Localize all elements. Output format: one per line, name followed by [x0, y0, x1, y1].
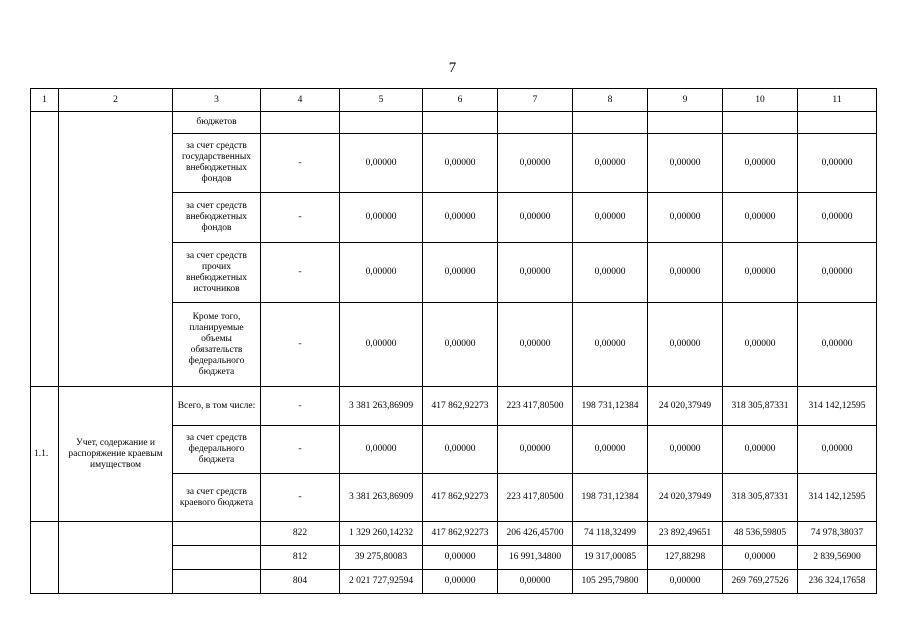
source-cell: за счет средств внебюджетных фондов — [173, 193, 261, 243]
source-cell: бюджетов — [173, 112, 261, 134]
item-name: Учет, содержание и распоряжение краевым имуществом — [59, 387, 173, 522]
value-cell: 16 991,34800 — [498, 546, 573, 570]
value-cell: 0,00000 — [498, 426, 573, 474]
table-row — [31, 546, 877, 570]
number-cell-empty — [31, 112, 59, 387]
value-cell: 0,00000 — [798, 193, 877, 243]
value-cell: 0,00000 — [648, 193, 723, 243]
value-cell: 2 839,56900 — [798, 546, 877, 570]
value-cell: 0,00000 — [340, 134, 423, 193]
value-cell: 0,00000 — [423, 303, 498, 387]
value-cell: 417 862,92273 — [423, 522, 498, 546]
value-cell: 0,00000 — [798, 303, 877, 387]
budget-table — [30, 88, 877, 594]
header-cell: 4 — [261, 89, 340, 112]
value-cell: 314 142,12595 — [798, 387, 877, 426]
value-cell: 0,00000 — [798, 426, 877, 474]
value-cell: 105 295,79800 — [573, 570, 648, 594]
value-cell: 0,00000 — [648, 426, 723, 474]
col4-cell: - — [261, 474, 340, 522]
value-cell: 0,00000 — [573, 243, 648, 303]
value-cell: 24 020,37949 — [648, 474, 723, 522]
value-cell: 0,00000 — [423, 426, 498, 474]
value-cell: 2 021 727,92594 — [340, 570, 423, 594]
value-cell: 0,00000 — [498, 303, 573, 387]
value-cell: 0,00000 — [423, 570, 498, 594]
header-cell: 9 — [648, 89, 723, 112]
table-row — [31, 570, 877, 594]
header-cell: 1 — [31, 89, 59, 112]
value-cell: 0,00000 — [573, 134, 648, 193]
value-cell: 0,00000 — [798, 134, 877, 193]
value-cell: 0,00000 — [423, 243, 498, 303]
value-cell: 0,00000 — [573, 303, 648, 387]
table-row — [31, 387, 877, 426]
header-cell: 3 — [173, 89, 261, 112]
source-cell: Кроме того, планируемые объемы обязательств федерального бюджета — [173, 303, 261, 387]
value-cell: 206 426,45700 — [498, 522, 573, 546]
value-cell: 318 305,87331 — [723, 474, 798, 522]
value-cell: 0,00000 — [423, 193, 498, 243]
value-cell: 236 324,17658 — [798, 570, 877, 594]
value-cell: 0,00000 — [648, 134, 723, 193]
value-cell: 19 317,00085 — [573, 546, 648, 570]
value-cell: 74 978,38037 — [798, 522, 877, 546]
col4-cell: - — [261, 193, 340, 243]
header-row — [31, 89, 877, 112]
value-cell: 314 142,12595 — [798, 474, 877, 522]
page-number: 7 — [448, 60, 457, 76]
value-cell: 0,00000 — [498, 134, 573, 193]
value-cell: 127,88298 — [648, 546, 723, 570]
header-cell: 11 — [798, 89, 877, 112]
header-cell: 7 — [498, 89, 573, 112]
item-number: 1.1. — [31, 387, 59, 522]
value-cell: 0,00000 — [723, 426, 798, 474]
col4-cell: 812 — [261, 546, 340, 570]
value-cell: 0,00000 — [798, 243, 877, 303]
source-cell: за счет средств прочих внебюджетных источников — [173, 243, 261, 303]
header-cell: 10 — [723, 89, 798, 112]
value-cell: 0,00000 — [573, 193, 648, 243]
value-cell: 3 381 263,86909 — [340, 387, 423, 426]
value-cell: 3 381 263,86909 — [340, 474, 423, 522]
value-cell: 0,00000 — [648, 243, 723, 303]
value-cell: 417 862,92273 — [423, 387, 498, 426]
value-cell: 23 892,49651 — [648, 522, 723, 546]
col4-cell: - — [261, 134, 340, 193]
value-cell: 0,00000 — [723, 303, 798, 387]
value-cell: 223 417,80500 — [498, 474, 573, 522]
value-cell: 198 731,12384 — [573, 387, 648, 426]
header-cell: 8 — [573, 89, 648, 112]
value-cell: 223 417,80500 — [498, 387, 573, 426]
col4-cell: - — [261, 426, 340, 474]
value-cell: 74 118,32499 — [573, 522, 648, 546]
value-cell: 0,00000 — [498, 570, 573, 594]
value-cell: 39 275,80083 — [340, 546, 423, 570]
header-cell: 2 — [59, 89, 173, 112]
value-cell: 0,00000 — [723, 546, 798, 570]
value-cell: 0,00000 — [573, 426, 648, 474]
table-row — [31, 522, 877, 546]
value-cell: 0,00000 — [498, 243, 573, 303]
value-cell: 0,00000 — [340, 426, 423, 474]
source-cell: Всего, в том числе: — [173, 387, 261, 426]
name-cell-empty — [59, 112, 173, 387]
value-cell: 0,00000 — [723, 243, 798, 303]
col4-cell: 822 — [261, 522, 340, 546]
header-cell: 6 — [423, 89, 498, 112]
value-cell: 48 536,59805 — [723, 522, 798, 546]
col4-cell: 804 — [261, 570, 340, 594]
source-cell: за счет средств краевого бюджета — [173, 474, 261, 522]
value-cell: 0,00000 — [723, 134, 798, 193]
value-cell: 0,00000 — [723, 193, 798, 243]
value-cell: 0,00000 — [648, 303, 723, 387]
value-cell: 269 769,27526 — [723, 570, 798, 594]
col4-cell: - — [261, 387, 340, 426]
table-row — [31, 112, 877, 134]
source-cell: за счет средств федерального бюджета — [173, 426, 261, 474]
value-cell: 0,00000 — [423, 134, 498, 193]
value-cell: 198 731,12384 — [573, 474, 648, 522]
value-cell: 24 020,37949 — [648, 387, 723, 426]
value-cell: 0,00000 — [340, 303, 423, 387]
header-cell: 5 — [340, 89, 423, 112]
value-cell: 0,00000 — [648, 570, 723, 594]
value-cell: 0,00000 — [340, 243, 423, 303]
value-cell: 0,00000 — [423, 546, 498, 570]
value-cell: 417 862,92273 — [423, 474, 498, 522]
col4-cell: - — [261, 243, 340, 303]
value-cell: 0,00000 — [498, 193, 573, 243]
value-cell: 1 329 260,14232 — [340, 522, 423, 546]
value-cell: 0,00000 — [340, 193, 423, 243]
value-cell: 318 305,87331 — [723, 387, 798, 426]
source-cell: за счет средств государственных внебюджетных фондов — [173, 134, 261, 193]
col4-cell: - — [261, 303, 340, 387]
